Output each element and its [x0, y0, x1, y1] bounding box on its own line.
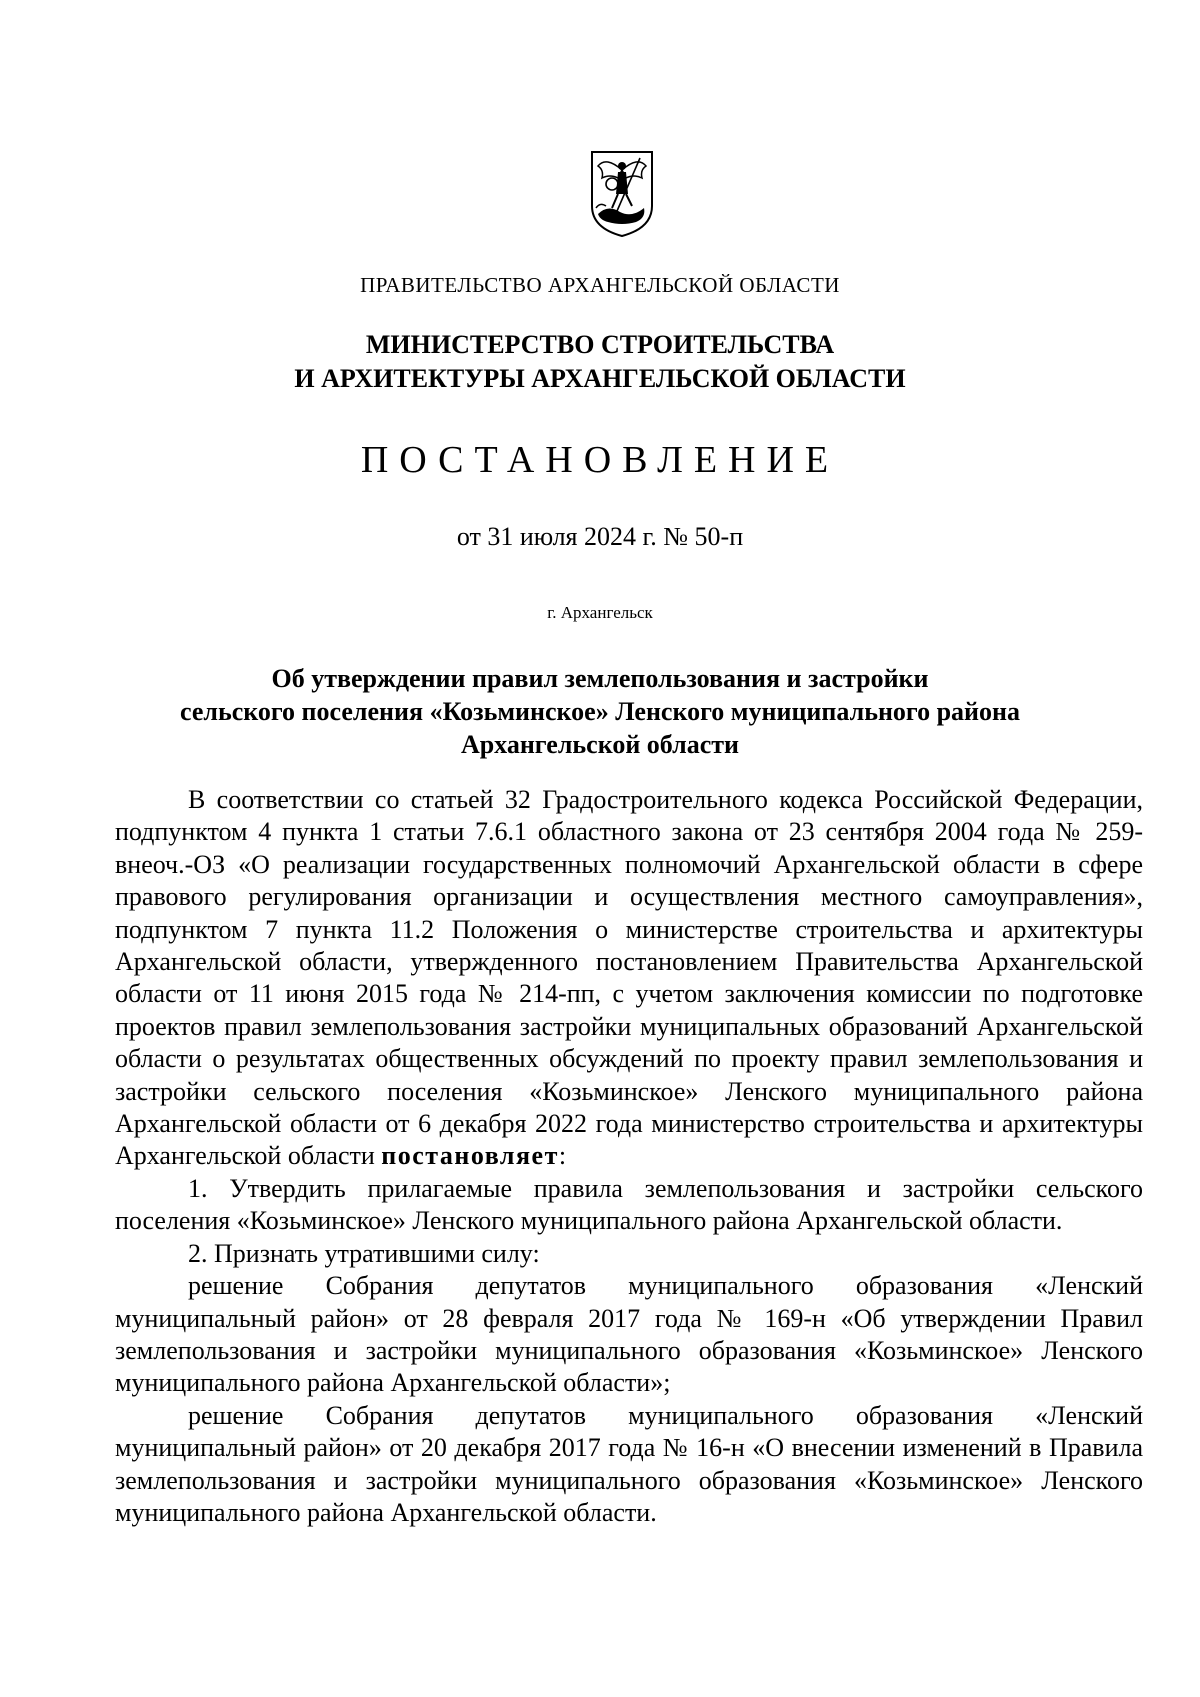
item-2-paragraph: 2. Признать утратившими силу: — [188, 1238, 540, 1268]
document-date-number: от 31 июля 2024 г. № 50-п — [456, 522, 744, 551]
resolves-word: постановляет — [381, 1141, 559, 1171]
document-type: ПОСТАНОВЛЕНИЕ — [360, 439, 840, 481]
document-title-line2: сельского поселения «Козьминское» Ленского муниципального района — [179, 697, 1021, 726]
ministry-name-line1: МИНИСТЕРСТВО СТРОИТЕЛЬСТВА — [365, 330, 835, 359]
item-2a-paragraph: решение Собрания депутатов муниципального образования «Ленский муниципальный район» от 28 февраля 2017 года № 169-н «Об утверждении Правил землепользования и застройки муниципального образования «Козьминское» Ленского муниципального района Архангельской области»; — [115, 1271, 1143, 1398]
preamble-paragraph — [115, 784, 1143, 1173]
ministry-name — [0, 328, 1200, 396]
document-city: г. Архангельск — [547, 603, 653, 622]
government-name: ПРАВИТЕЛЬСТВО АРХАНГЕЛЬСКОЙ ОБЛАСТИ — [360, 273, 840, 297]
item-1-paragraph: 1. Утвердить прилагаемые правила землепользования и застройки сельского поселения «Козьминское» Ленского муниципального района Архангельской области. — [115, 1173, 1143, 1236]
preamble-text: В соответствии со статьей 32 Градостроительного кодекса Российской Федерации, подпунктом 4 пункта 1 статьи 7.6.1 областного закона от 23 сентября 2004 года № 259-внеоч.-ОЗ «О реализации государственных полномочий Архангельской области в сфере правового регулирования организации и осуществления местного самоуправления», подпунктом 7 пункта 11.2 Положения о министерстве строительства и архитектуры Архангельской области, утвержденного постановлением Правительства Архангельской области от 11 июня 2015 года № 214-пп, с учетом заключения комиссии по подготовке проектов правил землепользования застройки муниципальных образований Архангельской области о результатах общественных обсуждений по проекту правил землепользования и застройки сельского поселения «Козьминское» Ленского муниципального района Архангельской области от 6 декабря 2022 года министерство строительства и архитектуры Архангельской области — [115, 785, 1143, 1171]
document-body — [115, 784, 1143, 1529]
ministry-name-line2: И АРХИТЕКТУРЫ АРХАНГЕЛЬСКОЙ ОБЛАСТИ — [294, 364, 906, 393]
document-title-line3: Архангельской области — [460, 730, 740, 759]
document-title — [0, 662, 1200, 761]
document-title-line1: Об утверждении правил землепользования и застройки — [271, 664, 929, 693]
item-2b-paragraph: решение Собрания депутатов муниципального образования «Ленский муниципальный район» от 20 декабря 2017 года № 16-н «О внесении изменений в Правила землепользования и застройки муниципального образования «Козьминское» Ленского муниципального района Архангельской области. — [115, 1400, 1143, 1527]
resolves-colon: : — [558, 1141, 567, 1171]
arkhangelsk-coat-of-arms-icon — [588, 148, 656, 240]
